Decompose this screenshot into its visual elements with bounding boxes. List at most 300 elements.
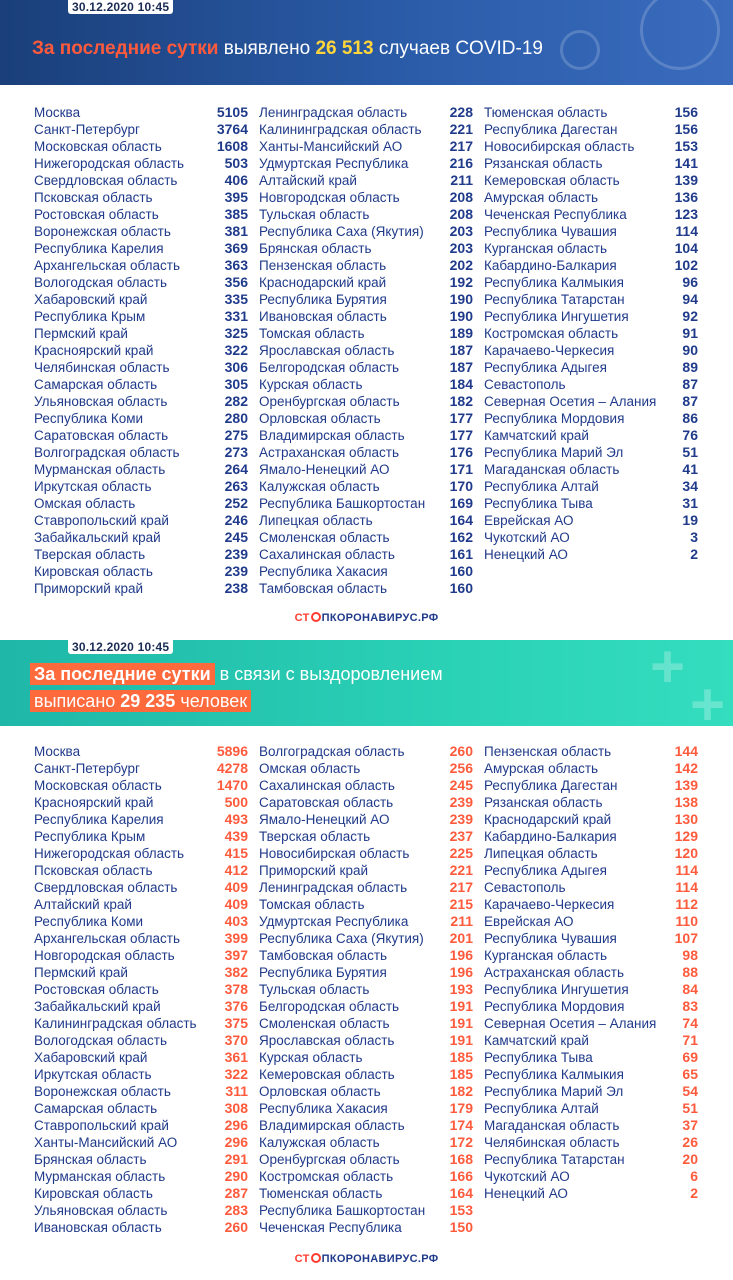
recovered-column-1	[34, 743, 248, 1236]
region-value: 76	[682, 427, 698, 443]
table-row	[34, 308, 248, 325]
region-name: Мурманская область	[34, 1169, 166, 1184]
region-name: Алтайский край	[259, 173, 357, 188]
region-value: 51	[682, 444, 698, 460]
table-row	[259, 1202, 473, 1219]
region-name: Ульяновская область	[34, 394, 168, 409]
region-value: 96	[682, 274, 698, 290]
region-name: Белгородская область	[259, 999, 400, 1014]
table-row	[484, 189, 698, 206]
table-row	[259, 274, 473, 291]
virus-decoration-icon	[640, 0, 720, 70]
region-name: Ивановская область	[34, 1220, 162, 1235]
table-row	[484, 291, 698, 308]
region-value: 239	[224, 546, 248, 562]
region-name: Астраханская область	[259, 445, 400, 460]
table-row	[259, 325, 473, 342]
region-name: Астраханская область	[484, 965, 625, 980]
region-value: 123	[674, 206, 698, 222]
table-row	[259, 947, 473, 964]
table-row	[484, 121, 698, 138]
region-value: 176	[449, 444, 473, 460]
region-name: Республика Мордовия	[484, 411, 625, 426]
region-name: Кировская область	[34, 1186, 153, 1201]
region-name: Чукотский АО	[484, 1169, 570, 1184]
region-value: 54	[682, 1083, 698, 1099]
region-value: 168	[449, 1151, 473, 1167]
region-name: Владимирская область	[259, 428, 405, 443]
region-name: Курская область	[259, 377, 363, 392]
region-name: Липецкая область	[259, 513, 373, 528]
region-name: Республика Марий Эл	[484, 445, 624, 460]
table-row	[34, 478, 248, 495]
table-row	[484, 172, 698, 189]
table-row	[34, 1032, 248, 1049]
table-row	[259, 546, 473, 563]
region-name: Калужская область	[259, 479, 380, 494]
region-value: 189	[449, 325, 473, 341]
region-value: 102	[674, 257, 698, 273]
region-value: 51	[682, 1100, 698, 1116]
region-value: 172	[449, 1134, 473, 1150]
table-row	[34, 1219, 248, 1236]
table-row	[484, 461, 698, 478]
table-row	[34, 777, 248, 794]
table-row	[484, 1083, 698, 1100]
region-value: 153	[674, 138, 698, 154]
table-row	[34, 1151, 248, 1168]
region-name: Республика Бурятия	[259, 292, 387, 307]
table-row	[34, 1168, 248, 1185]
region-value: 91	[682, 325, 698, 341]
region-name: Омская область	[34, 496, 136, 511]
region-value: 208	[449, 189, 473, 205]
table-row	[484, 495, 698, 512]
region-value: 201	[449, 930, 473, 946]
region-value: 306	[224, 359, 248, 375]
region-name: Ульяновская область	[34, 1203, 168, 1218]
region-value: 69	[682, 1049, 698, 1065]
recovered-total: 29 235	[120, 691, 176, 711]
region-name: Приморский край	[259, 863, 369, 878]
region-name: Архангельская область	[34, 258, 181, 273]
table-row	[259, 376, 473, 393]
table-row	[259, 223, 473, 240]
region-name: Республика Саха (Якутия)	[259, 931, 424, 946]
table-row	[484, 240, 698, 257]
table-row	[259, 879, 473, 896]
region-value: 31	[682, 495, 698, 511]
table-row	[34, 1066, 248, 1083]
region-name: Ямало-Ненецкий АО	[259, 812, 390, 827]
region-value: 382	[224, 964, 248, 980]
table-row	[34, 155, 248, 172]
table-row	[34, 206, 248, 223]
table-row	[34, 1049, 248, 1066]
region-name: Кабардино-Балкария	[484, 258, 617, 273]
region-name: Ярославская область	[259, 343, 395, 358]
region-value: 191	[449, 1032, 473, 1048]
logo-right: ПКОРОНАВИРУС.РФ	[321, 612, 439, 624]
recovered-column-2	[259, 743, 473, 1236]
recovered-title-line-1	[30, 664, 443, 685]
region-name: Хабаровский край	[34, 292, 148, 307]
table-row	[259, 1083, 473, 1100]
table-row	[484, 1185, 698, 1202]
table-row	[484, 828, 698, 845]
table-row	[484, 1134, 698, 1151]
region-name: Орловская область	[259, 411, 381, 426]
table-row	[259, 1219, 473, 1236]
region-name: Ханты-Мансийский АО	[259, 139, 403, 154]
region-name: Республика Дагестан	[484, 778, 618, 793]
region-name: Новгородская область	[259, 190, 400, 205]
table-row	[34, 828, 248, 845]
region-value: 129	[674, 828, 698, 844]
region-value: 37	[682, 1117, 698, 1133]
region-name: Костромская область	[484, 326, 619, 341]
region-name: Республика Тыва	[484, 1050, 593, 1065]
region-value: 41	[682, 461, 698, 477]
recovered-title-highlight: За последние сутки	[30, 663, 215, 685]
table-row	[259, 862, 473, 879]
region-name: Республика Крым	[34, 309, 146, 324]
cases-column-3	[484, 104, 698, 563]
region-name: Республика Дагестан	[484, 122, 618, 137]
region-name: Курганская область	[484, 241, 608, 256]
region-name: Смоленская область	[259, 530, 390, 545]
region-name: Республика Мордовия	[484, 999, 625, 1014]
region-name: Амурская область	[484, 190, 599, 205]
table-row	[259, 1066, 473, 1083]
table-row	[484, 359, 698, 376]
region-value: 92	[682, 308, 698, 324]
region-name: Республика Калмыкия	[484, 1067, 624, 1082]
region-value: 104	[674, 240, 698, 256]
region-name: Хабаровский край	[34, 1050, 148, 1065]
region-name: Вологодская область	[34, 1033, 167, 1048]
region-value: 263	[224, 478, 248, 494]
region-value: 287	[224, 1185, 248, 1201]
table-row	[259, 393, 473, 410]
logo-left: СТ	[294, 612, 310, 624]
stopcoronavirus-logo-bottom	[0, 1253, 733, 1265]
region-name: Брянская область	[34, 1152, 147, 1167]
table-row	[484, 274, 698, 291]
region-name: Московская область	[34, 778, 162, 793]
region-value: 138	[674, 794, 698, 810]
region-value: 130	[674, 811, 698, 827]
table-row	[484, 896, 698, 913]
table-row	[484, 1032, 698, 1049]
plus-decoration-icon: +	[690, 671, 726, 726]
region-value: 169	[449, 495, 473, 511]
region-value: 185	[449, 1049, 473, 1065]
table-row	[259, 478, 473, 495]
region-name: Чукотский АО	[484, 530, 570, 545]
recovered-title-line-2	[30, 691, 251, 712]
region-name: Республика Чувашия	[484, 931, 617, 946]
cases-column-2	[259, 104, 473, 597]
region-name: Тамбовская область	[259, 948, 388, 963]
region-value: 153	[449, 1202, 473, 1218]
region-name: Камчатский край	[484, 1033, 589, 1048]
region-value: 260	[449, 743, 473, 759]
table-row	[484, 998, 698, 1015]
region-value: 5105	[216, 104, 248, 120]
region-value: 322	[224, 1066, 248, 1082]
table-row	[484, 777, 698, 794]
table-row	[484, 794, 698, 811]
table-row	[34, 862, 248, 879]
region-value: 356	[224, 274, 248, 290]
table-row	[34, 1015, 248, 1032]
region-value: 290	[224, 1168, 248, 1184]
table-row	[34, 529, 248, 546]
region-name: Костромская область	[259, 1169, 394, 1184]
region-value: 311	[225, 1083, 248, 1099]
region-value: 216	[449, 155, 473, 171]
logo-ring-icon	[311, 1253, 321, 1263]
table-row	[259, 240, 473, 257]
region-value: 363	[224, 257, 248, 273]
region-value: 139	[674, 777, 698, 793]
region-value: 150	[449, 1219, 473, 1235]
region-value: 87	[682, 376, 698, 392]
region-name: Чеченская Республика	[259, 1220, 402, 1235]
region-name: Республика Татарстан	[484, 1152, 625, 1167]
table-row	[259, 512, 473, 529]
region-name: Москва	[34, 744, 81, 759]
table-row	[259, 563, 473, 580]
region-name: Республика Алтай	[484, 479, 599, 494]
region-value: 376	[224, 998, 248, 1014]
table-row	[484, 879, 698, 896]
region-name: Ставропольский край	[34, 513, 169, 528]
table-row	[34, 274, 248, 291]
table-row	[484, 512, 698, 529]
region-value: 177	[449, 410, 473, 426]
table-row	[34, 1083, 248, 1100]
region-value: 228	[449, 104, 473, 120]
table-row	[484, 155, 698, 172]
region-value: 110	[675, 913, 698, 929]
table-row	[484, 325, 698, 342]
region-value: 170	[449, 478, 473, 494]
region-name: Омская область	[259, 761, 361, 776]
table-row	[259, 1117, 473, 1134]
virus-decoration-icon	[560, 30, 600, 70]
cases-title	[32, 38, 543, 60]
region-name: Ленинградская область	[259, 880, 408, 895]
region-value: 139	[674, 172, 698, 188]
table-row	[259, 811, 473, 828]
region-value: 193	[449, 981, 473, 997]
region-name: Республика Башкортостан	[259, 496, 426, 511]
table-row	[259, 138, 473, 155]
table-row	[484, 964, 698, 981]
region-value: 406	[224, 172, 248, 188]
region-name: Саратовская область	[259, 795, 394, 810]
region-value: 375	[224, 1015, 248, 1031]
region-name: Республика Алтай	[484, 1101, 599, 1116]
table-row	[34, 743, 248, 760]
table-row	[484, 1117, 698, 1134]
region-name: Сахалинская область	[259, 778, 395, 793]
table-row	[484, 138, 698, 155]
region-value: 3	[690, 529, 698, 545]
table-row	[259, 1151, 473, 1168]
region-name: Кабардино-Балкария	[484, 829, 617, 844]
region-name: Республика Чувашия	[484, 224, 617, 239]
region-value: 308	[224, 1100, 248, 1116]
region-value: 409	[224, 879, 248, 895]
table-row	[484, 811, 698, 828]
region-value: 83	[682, 998, 698, 1014]
region-name: Приморский край	[34, 581, 144, 596]
region-name: Томская область	[259, 897, 365, 912]
region-name: Алтайский край	[34, 897, 132, 912]
recovered-header-banner	[0, 640, 733, 726]
table-row	[259, 981, 473, 998]
region-value: 182	[449, 393, 473, 409]
table-row	[484, 930, 698, 947]
region-value: 439	[224, 828, 248, 844]
region-name: Ярославская область	[259, 1033, 395, 1048]
table-row	[34, 121, 248, 138]
region-name: Республика Хакасия	[259, 1101, 388, 1116]
table-row	[484, 529, 698, 546]
region-value: 184	[449, 376, 473, 392]
table-row	[34, 138, 248, 155]
region-value: 196	[449, 947, 473, 963]
recovered-title-text: в связи с выздоровлением	[214, 664, 443, 684]
table-row	[34, 794, 248, 811]
region-name: Пензенская область	[484, 744, 612, 759]
table-row	[484, 1015, 698, 1032]
region-name: Республика Карелия	[34, 241, 164, 256]
region-name: Свердловская область	[34, 173, 178, 188]
table-row	[34, 811, 248, 828]
region-name: Санкт-Петербург	[34, 761, 140, 776]
table-row	[259, 410, 473, 427]
region-value: 415	[224, 845, 248, 861]
region-name: Брянская область	[259, 241, 372, 256]
table-row	[34, 172, 248, 189]
region-value: 185	[449, 1066, 473, 1082]
region-value: 296	[224, 1134, 248, 1150]
table-row	[259, 1168, 473, 1185]
table-row	[34, 512, 248, 529]
region-value: 179	[449, 1100, 473, 1116]
region-value: 211	[450, 913, 473, 929]
region-name: Амурская область	[484, 761, 599, 776]
region-name: Республика Бурятия	[259, 965, 387, 980]
region-value: 246	[224, 512, 248, 528]
table-row	[259, 930, 473, 947]
region-name: Еврейская АО	[484, 513, 574, 528]
region-name: Чеченская Республика	[484, 207, 627, 222]
region-value: 238	[224, 580, 248, 596]
region-value: 275	[224, 427, 248, 443]
region-name: Тамбовская область	[259, 581, 388, 596]
table-row	[34, 947, 248, 964]
region-name: Ивановская область	[259, 309, 387, 324]
region-value: 114	[675, 879, 698, 895]
region-value: 412	[224, 862, 248, 878]
region-name: Забайкальский край	[34, 530, 161, 545]
region-name: Карачаево-Черкесия	[484, 897, 615, 912]
table-row	[259, 104, 473, 121]
region-name: Ненецкий АО	[484, 547, 568, 562]
region-value: 19	[682, 512, 698, 528]
region-value: 71	[682, 1032, 698, 1048]
region-name: Камчатский край	[484, 428, 589, 443]
region-value: 88	[682, 964, 698, 980]
region-value: 2	[690, 546, 698, 562]
region-name: Псковская область	[34, 190, 153, 205]
region-value: 84	[682, 981, 698, 997]
region-name: Ростовская область	[34, 982, 159, 997]
region-name: Республика Калмыкия	[484, 275, 624, 290]
table-row	[259, 359, 473, 376]
region-name: Оренбургская область	[259, 1152, 400, 1167]
region-name: Иркутская область	[34, 479, 152, 494]
table-row	[259, 998, 473, 1015]
region-value: 187	[449, 342, 473, 358]
region-value: 164	[449, 1185, 473, 1201]
table-row	[259, 189, 473, 206]
region-name: Тульская область	[259, 207, 370, 222]
region-name: Красноярский край	[34, 343, 154, 358]
region-name: Краснодарский край	[259, 275, 387, 290]
table-row	[34, 393, 248, 410]
region-value: 190	[449, 308, 473, 324]
region-name: Карачаево-Черкесия	[484, 343, 615, 358]
region-name: Севастополь	[484, 880, 566, 895]
region-name: Республика Марий Эл	[484, 1084, 624, 1099]
recovered-title-prefix: выписано	[34, 691, 121, 711]
region-value: 120	[674, 845, 698, 861]
region-value: 114	[675, 223, 698, 239]
region-value: 378	[224, 981, 248, 997]
table-row	[259, 828, 473, 845]
region-name: Тверская область	[259, 829, 371, 844]
region-value: 291	[224, 1151, 248, 1167]
region-value: 87	[682, 393, 698, 409]
region-name: Республика Ингушетия	[484, 982, 629, 997]
region-value: 500	[224, 794, 248, 810]
table-row	[34, 223, 248, 240]
region-value: 1608	[216, 138, 248, 154]
region-value: 107	[674, 930, 698, 946]
table-row	[34, 291, 248, 308]
region-value: 156	[674, 104, 698, 120]
table-row	[484, 913, 698, 930]
table-row	[484, 478, 698, 495]
region-name: Челябинская область	[484, 1135, 620, 1150]
region-value: 325	[224, 325, 248, 341]
table-row	[259, 444, 473, 461]
region-name: Новосибирская область	[259, 846, 410, 861]
region-name: Липецкая область	[484, 846, 598, 861]
table-row	[34, 580, 248, 597]
table-row	[484, 376, 698, 393]
region-value: 187	[449, 359, 473, 375]
region-value: 160	[449, 580, 473, 596]
region-name: Воронежская область	[34, 224, 171, 239]
region-value: 191	[449, 998, 473, 1014]
